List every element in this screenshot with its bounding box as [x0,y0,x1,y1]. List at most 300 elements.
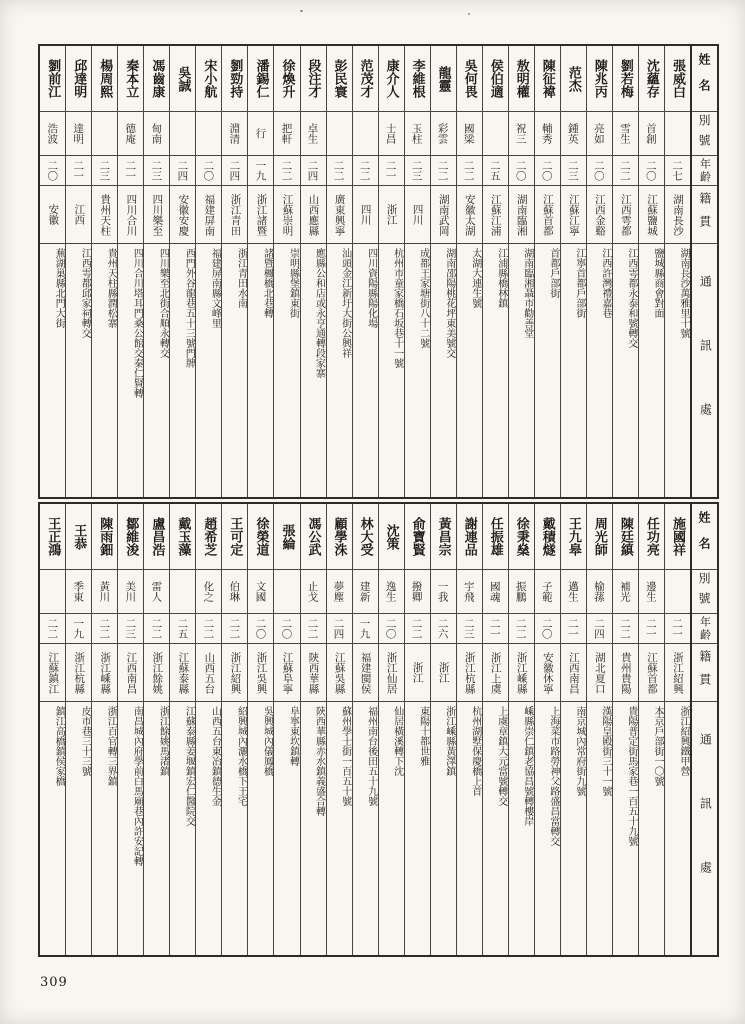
entry-origin: 湖南臨湘 [515,193,528,236]
entry-name: 吳誠 [175,65,191,92]
scan-speckle [300,10,303,12]
entry-name: 侯伯適 [487,59,503,98]
entry-column [65,504,91,955]
entry-age-cell [561,156,586,186]
entry-name: 戴積燧 [539,517,555,556]
entry-address-cell [248,244,273,497]
entry-address: 浙江紹興鐵甲營 [677,706,689,776]
entry-alias: 國梁 [462,123,475,144]
entry-name-cell [301,504,326,570]
entry-name: 馮公武 [305,517,321,556]
entry-address-cell [327,702,352,955]
entry-address: 江西雩都邱家祠轉交 [79,248,91,338]
entry-origin: 江蘇阜寧 [281,651,294,694]
entry-name: 李維根 [409,59,425,98]
entry-alias: 德庵 [124,123,137,144]
entry-name: 彭民寰 [331,59,347,98]
header-origin-cell [692,644,717,702]
header-age-cell [692,156,717,186]
entry-alias: 雷人 [150,581,163,602]
entry-alias-cell [483,570,508,614]
entry-alias: 浩波 [46,123,59,144]
entry-age: 二二 [46,618,59,639]
entry-address-cell [561,244,586,497]
entry-address: 本京戶部街一〇號 [651,706,663,786]
entry-column [586,504,612,955]
entry-origin: 四川 [359,204,372,225]
header-address-cell [692,244,717,497]
entry-age-cell [327,156,352,186]
entry-age-cell [40,614,65,644]
entry-origin-cell [613,186,638,244]
entry-address-cell [431,244,456,497]
entry-origin-cell [561,186,586,244]
entry-name-cell [222,504,247,570]
entry-alias: 邁生 [566,581,579,602]
entry-column [273,504,299,955]
entry-alias: 季東 [72,581,85,602]
header-address-cell [692,702,717,955]
entry-address: 嵊縣崇仁鎮老協昌號轉樓岸 [521,706,533,826]
header-name-cell [692,504,717,570]
entry-origin: 江蘇江浦 [489,193,502,236]
entry-address: 仙居橫溪轉下沈 [391,706,403,776]
entry-name-cell [92,46,117,112]
entry-name: 敖明權 [513,59,529,98]
entry-age-cell [457,156,482,186]
entry-alias-cell [248,570,273,614]
entry-name-cell [587,504,612,570]
entry-address-cell [92,702,117,955]
header-column [690,504,717,955]
entry-alias: 美川 [124,581,137,602]
entry-origin: 安徽安慶 [177,193,190,236]
entry-origin: 江蘇泰縣 [177,651,190,694]
entry-address-cell [639,244,664,497]
entry-address: 四川合川塔耳門桑公館交秦仁賢轉 [131,248,143,398]
entry-address-cell [196,702,221,955]
header-alias-cell [692,112,717,156]
entry-origin-cell [66,644,91,702]
entry-name-cell [613,504,638,570]
entry-alias: 淵清 [228,123,241,144]
entry-name-cell [92,504,117,570]
entry-age-cell [665,614,690,644]
entry-origin-cell [353,186,378,244]
entry-name: 張綸 [279,523,295,550]
entry-column [40,46,65,497]
entry-address-cell [457,244,482,497]
entry-origin-cell [40,186,65,244]
entry-name: 周光師 [591,517,607,556]
entry-origin-cell [170,644,195,702]
entry-age: 二六 [436,618,449,639]
entry-name-cell [327,504,352,570]
entry-address: 浙江青田水南 [235,248,247,308]
entry-name-cell [509,504,534,570]
entry-name: 鄒維浚 [123,517,139,556]
entry-origin: 陝西華縣 [307,651,320,694]
entry-name-cell [431,46,456,112]
entry-address: 鹽城縣商會對面 [651,248,663,318]
entry-origin-cell [222,186,247,244]
entry-age: 二二 [514,618,527,639]
entry-column [195,504,221,955]
entry-address-cell [535,244,560,497]
entry-column [508,504,534,955]
entry-origin-cell [639,644,664,702]
entry-name-cell [118,46,143,112]
entry-age-cell [92,156,117,186]
entry-origin-cell [170,186,195,244]
entry-alias: 甸南 [150,123,163,144]
entry-origin: 安徽休寧 [541,651,554,694]
entry-alias-cell [248,112,273,156]
entry-address: 江蘇泰縣姜堰鎮宏仁醫院交 [183,706,195,826]
entry-alias: 振鵬 [514,581,527,602]
entry-address-cell [196,244,221,497]
entry-alias-cell [66,112,91,156]
entry-age: 二一 [124,160,137,181]
entry-name: 范茂才 [357,59,373,98]
entry-column [456,504,482,955]
entry-name: 段注才 [305,59,321,98]
entry-alias: 子範 [540,581,553,602]
entry-alias-cell [196,112,221,156]
entry-origin: 浙江 [437,662,450,683]
entry-origin-cell [483,186,508,244]
entry-age-cell [66,156,91,186]
entry-origin: 湖南長沙 [671,193,684,236]
entry-origin: 江蘇首都 [541,193,554,236]
entry-alias-cell [379,570,404,614]
entry-address-cell [144,702,169,955]
entry-age: 二二 [618,618,631,639]
entry-address: 江寧首都戶部街 [573,248,585,318]
entry-age-cell [118,614,143,644]
entry-name: 顧學洙 [331,517,347,556]
entry-name-cell [274,46,299,112]
entry-name: 宋小航 [201,59,217,98]
entry-origin: 江蘇崇明 [281,193,294,236]
entry-alias: 逸生 [384,581,397,602]
entry-origin: 浙江紹興 [229,651,242,694]
entry-origin: 江西南昌 [125,651,138,694]
entry-age: 一九 [254,160,267,181]
entry-alias-cell [561,112,586,156]
entry-address: 福州南台後田五十九號 [365,706,377,806]
entry-origin-cell [587,644,612,702]
entry-alias-cell [92,112,117,156]
entry-column [40,504,65,955]
entry-name: 王恭 [71,523,87,550]
entry-address-cell [457,702,482,955]
entry-name: 任振雄 [487,517,503,556]
entry-origin: 江西南昌 [567,651,580,694]
entry-age-cell [274,156,299,186]
entry-age-cell [222,614,247,644]
entry-name-cell [379,504,404,570]
directory-tables [38,44,719,957]
entry-origin-cell [431,186,456,244]
entry-origin-cell [92,186,117,244]
entry-origin: 浙江上虞 [489,651,502,694]
entry-age: 二〇 [644,160,657,181]
entry-name: 陳兆丙 [591,59,607,98]
entry-origin-cell [248,644,273,702]
entry-age-cell [613,614,638,644]
entry-name-cell [118,504,143,570]
scan-speckle [468,13,470,15]
entry-origin-cell [118,186,143,244]
header-age-cell [692,614,717,644]
entry-origin: 浙江杭縣 [73,651,86,694]
entry-age: 二一 [72,160,85,181]
entry-name-cell [639,504,664,570]
entry-name-cell [405,46,430,112]
entry-origin-cell [66,186,91,244]
entry-alias: 首創 [644,123,657,144]
entry-name: 徐榮道 [253,517,269,556]
entry-name-cell [561,504,586,570]
entry-age-cell [509,156,534,186]
entry-origin: 浙江餘姚 [151,651,164,694]
entry-name-cell [535,504,560,570]
entry-address-cell [665,702,690,955]
entry-address-cell [301,244,326,497]
entry-alias: 達明 [72,123,85,144]
entry-alias-cell [274,570,299,614]
entry-address: 浙江百官轉三界鎮 [105,706,117,786]
entry-column [482,504,508,955]
entry-column [300,504,326,955]
entry-alias-cell [144,112,169,156]
entry-address-cell [66,702,91,955]
entry-address-cell [66,244,91,497]
entry-name-cell [196,504,221,570]
entry-origin: 浙江嵊縣 [515,651,528,694]
entry-age-cell [118,156,143,186]
entry-age-cell [353,614,378,644]
entry-address-cell [222,702,247,955]
entry-alias-cell [353,570,378,614]
entry-name-cell [222,46,247,112]
entry-origin-cell [509,186,534,244]
entry-address-cell [274,702,299,955]
entry-address-cell [613,244,638,497]
entry-name: 盧昌浩 [149,517,165,556]
entry-column [534,504,560,955]
header-name-cell [692,46,717,112]
entry-address-cell [509,244,534,497]
entry-alias: 亮如 [592,123,605,144]
entry-name: 陳雨鈿 [97,517,113,556]
header-address: 通訊處 [698,274,713,467]
entry-address: 鎮江高橋鎮侯家橋 [53,706,65,786]
entry-column [664,504,690,955]
entry-alias-cell [405,570,430,614]
entry-address: 蘇州學士街一百五十號 [339,706,351,806]
entry-origin-cell [379,186,404,244]
entry-name-cell [248,504,273,570]
entry-age: 二二 [150,618,163,639]
entry-alias-cell [483,112,508,156]
entry-name-cell [483,504,508,570]
entry-age-cell [535,614,560,644]
entry-origin: 福建閩侯 [359,651,372,694]
entry-name-cell [431,504,456,570]
entry-column [221,504,247,955]
entry-address-cell [170,244,195,497]
entry-alias: 黃川 [98,581,111,602]
entry-address-cell [170,702,195,955]
header-name: 姓名 [696,52,711,105]
entry-origin: 江西雩都 [619,193,632,236]
entry-name-cell [66,504,91,570]
entry-address: 浙江餘姚馬渚鎮 [157,706,169,776]
header-origin-cell [692,186,717,244]
entry-origin: 江蘇鎮江 [47,651,60,694]
entry-origin-cell [274,644,299,702]
entry-origin-cell [665,186,690,244]
header-origin: 籍貫 [697,191,712,238]
entry-name: 沈蘊存 [643,59,659,98]
entry-address: 湖南邵陽桃花坪東美號交 [443,248,455,358]
entry-origin: 四川合川 [125,193,138,236]
entry-address: 太湖大連生號 [469,248,481,308]
entry-alias-cell [118,112,143,156]
entry-alias-cell [509,112,534,156]
entry-address: 山西五台東冶鎮德生金 [209,706,221,806]
entry-address-cell [144,244,169,497]
entry-address: 江西許灣禮嘉巷 [599,248,611,318]
entry-age-cell [639,156,664,186]
entry-age: 二〇 [540,618,553,639]
entry-age-cell [639,614,664,644]
entry-address-cell [301,702,326,955]
entry-origin-cell [535,644,560,702]
entry-origin: 江蘇吳縣 [333,651,346,694]
entry-column [378,46,404,497]
entry-address-cell [379,702,404,955]
entry-age: 二二 [436,160,449,181]
entry-origin-cell [144,644,169,702]
entry-address: 江西雩都永泰和號轉交 [625,248,637,348]
entry-age-cell [353,156,378,186]
entry-column [326,46,352,497]
entry-age-cell [248,614,273,644]
entry-name-cell [509,46,534,112]
entry-age: 二四 [306,160,319,181]
entry-age-cell [405,156,430,186]
entry-origin-cell [379,644,404,702]
entry-age: 二一 [644,618,657,639]
entry-age: 二一 [384,160,397,181]
entry-name: 徐秉燊 [513,517,529,556]
entry-age-cell [379,614,404,644]
entry-origin-cell [639,186,664,244]
entry-age-cell [170,156,195,186]
entry-origin-cell [301,644,326,702]
page-number: 309 [40,975,68,990]
entry-name-cell [457,46,482,112]
entry-alias-cell [457,570,482,614]
entry-name-cell [248,46,273,112]
entry-origin: 江蘇江寧 [567,193,580,236]
entry-alias-cell [561,570,586,614]
entry-address-cell [613,702,638,955]
entry-origin: 浙江紹興 [671,651,684,694]
entry-alias-cell [353,112,378,156]
entry-age-cell [535,156,560,186]
entry-age-cell [222,156,247,186]
entry-address-cell [222,244,247,497]
entry-name: 康介人 [383,59,399,98]
entry-alias-cell [639,112,664,156]
entry-address: 四川資陽縣陽化場 [365,248,377,328]
entry-name: 王九皋 [565,517,581,556]
entry-address-cell [118,244,143,497]
entry-column [456,46,482,497]
entry-name: 潘錫仁 [253,59,269,98]
entry-age: 二二 [280,160,293,181]
entry-origin: 浙江仙居 [385,651,398,694]
entry-name: 龍靈 [435,65,451,92]
entry-origin: 安徽 [47,204,60,225]
entry-alias-cell [639,570,664,614]
entry-address: 皮市巷三十三號 [79,706,91,776]
entry-column [430,46,456,497]
entry-age: 二三 [410,160,423,181]
entry-address: 杭州市童家橋石坂巷十一號 [391,248,403,368]
entry-name: 王可定 [227,517,243,556]
entry-origin: 貴州貴陽 [619,651,632,694]
header-column [690,46,717,497]
entry-age: 二二 [332,160,345,181]
entry-alias-cell [327,112,352,156]
entry-name: 黃昌宗 [435,517,451,556]
entry-alias-cell [665,570,690,614]
entry-age: 二〇 [514,160,527,181]
entry-column [143,504,169,955]
entry-origin: 浙江 [385,204,398,225]
entry-address: 紹興城內灑水橋下王宅 [235,706,247,806]
entry-origin: 湖北夏口 [593,651,606,694]
entry-alias-cell [379,112,404,156]
entry-name-cell [613,46,638,112]
entry-address-cell [561,702,586,955]
entry-alias-cell [327,570,352,614]
entry-age: 二四 [592,618,605,639]
entry-address: 諸暨楓橋北巷轉 [261,248,273,318]
entry-age: 二四 [228,160,241,181]
entry-origin: 福建屏南 [203,193,216,236]
entry-alias: 撥卿 [410,581,423,602]
entry-age: 二四 [332,618,345,639]
entry-name-cell [144,504,169,570]
entry-address: 貴州天柱縣潤松寨 [105,248,117,328]
entry-name: 任功亮 [643,517,659,556]
entry-alias-cell [66,570,91,614]
entry-origin-cell [561,644,586,702]
entry-name-cell [587,46,612,112]
entry-alias: 伯琳 [228,581,241,602]
entry-alias: 補光 [618,581,631,602]
entry-address-cell [431,702,456,955]
entry-age-cell [66,614,91,644]
entry-origin: 江蘇鹽城 [645,193,658,236]
entry-column [638,504,664,955]
